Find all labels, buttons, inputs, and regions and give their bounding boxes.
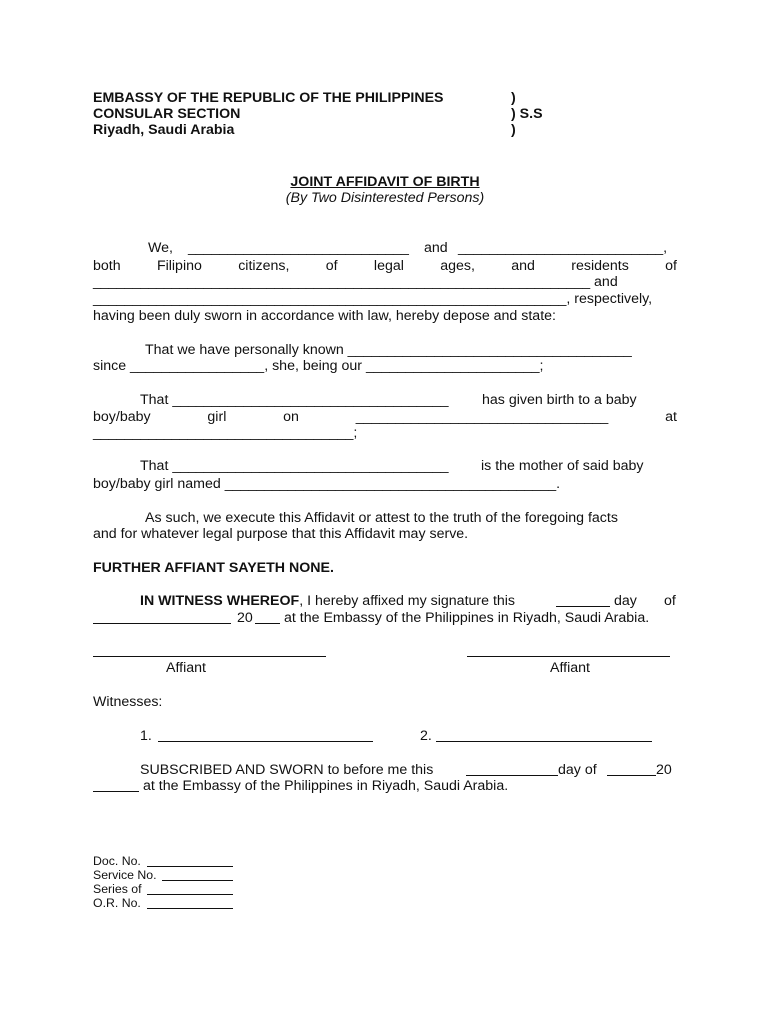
day-label: day	[614, 593, 637, 609]
further-affiant: FURTHER AFFIANT SAYETH NONE.	[93, 560, 334, 576]
paren-bottom: )	[511, 122, 516, 138]
subscribed-location: at the Embassy of the Philippines in Riyadh, Saudi Arabia.	[143, 778, 509, 794]
word: ages,	[440, 258, 475, 274]
execute-line2: and for whatever legal purpose that this Affidavit may serve.	[93, 526, 469, 542]
subscribed-year-blank	[93, 791, 139, 792]
mother-line: That ___________________________________	[140, 458, 449, 474]
word: and	[511, 258, 535, 274]
document-subtitle: (By Two Disinterested Persons)	[285, 190, 485, 206]
baby-name-line: boy/baby girl named __________________________________________.	[93, 476, 561, 492]
word: legal	[373, 258, 404, 274]
subscribed-text: SUBSCRIBED AND SWORN to before me this	[140, 762, 434, 778]
para3-line2	[93, 409, 677, 426]
embassy-name: EMBASSY OF THE REPUBLIC OF THE PHILIPPINES	[93, 90, 444, 106]
service-no-label: Service No.	[93, 868, 157, 882]
witness1-number: 1.	[140, 728, 152, 744]
we-label: We,	[148, 240, 173, 256]
and-label: and	[424, 240, 448, 256]
year-blank	[255, 623, 280, 624]
known-line: That we have personally known ____________________________________	[145, 342, 632, 358]
subscribed-year-prefix: 20	[656, 762, 672, 778]
residence2-blank: ____________________________________________________________, respectively,	[93, 291, 653, 307]
word: citizens,	[238, 258, 290, 274]
since-line: since _________________, she, being our ______________________;	[93, 358, 544, 374]
witness1-signature-line	[158, 741, 373, 742]
subscribed-month-blank	[607, 775, 656, 776]
residence1-blank: _______________________________________________________________ and	[93, 274, 618, 290]
affiant2-signature-line	[467, 656, 670, 657]
affiant1-name-blank: ____________________________	[188, 240, 409, 256]
para1-line2	[93, 258, 677, 275]
affiant2-label: Affiant	[550, 660, 590, 676]
word: of	[665, 258, 677, 274]
witness2-signature-line	[436, 741, 652, 742]
affiant1-label: Affiant	[166, 660, 206, 676]
mother-name-line: That ___________________________________	[140, 392, 449, 408]
or-no-label: O.R. No.	[93, 896, 141, 910]
affiant1-signature-line	[93, 656, 326, 657]
series-of-blank	[147, 894, 233, 895]
execute-line1: As such, we execute this Affidavit or attest to the truth of the foregoing facts	[145, 510, 618, 526]
given-birth-text: has given birth to a baby	[482, 392, 637, 408]
subscribed-day-blank	[466, 775, 558, 776]
word: Filipino	[156, 258, 202, 274]
word: on	[283, 409, 299, 425]
affiant2-name-blank: __________________________,	[458, 240, 668, 256]
word: girl	[207, 409, 227, 425]
witnesses-label: Witnesses:	[93, 694, 163, 710]
witness2-number: 2.	[420, 728, 432, 744]
word: at	[665, 409, 677, 425]
location: Riyadh, Saudi Arabia	[93, 122, 235, 138]
word: boy/baby	[93, 409, 151, 425]
day-of-label: day of	[558, 762, 597, 778]
paren-top: )	[511, 90, 516, 106]
consular-section: CONSULAR SECTION	[93, 106, 241, 122]
mother-text: is the mother of said baby	[481, 458, 644, 474]
word: both	[93, 258, 121, 274]
witness-whereof-line	[140, 593, 515, 610]
of-label: of	[664, 593, 676, 609]
birth-date-blank: ________________________________	[355, 409, 609, 425]
or-no-blank	[147, 908, 233, 909]
month-blank	[93, 623, 231, 624]
service-no-blank	[162, 880, 233, 881]
birth-place-blank: _________________________________;	[93, 425, 358, 441]
doc-no-blank	[147, 866, 233, 867]
sworn-statement: having been duly sworn in accordance with law, hereby depose and state:	[93, 308, 556, 324]
embassy-location-line: at the Embassy of the Philippines in Riyadh, Saudi Arabia.	[284, 610, 650, 626]
word: residents	[571, 258, 629, 274]
year-prefix: 20	[237, 610, 253, 626]
day-blank	[556, 606, 610, 607]
ss-mark: ) S.S	[511, 106, 543, 122]
word: of	[325, 258, 338, 274]
document-title: JOINT AFFIDAVIT OF BIRTH	[290, 174, 480, 190]
series-of-label: Series of	[93, 882, 142, 896]
witness-whereof-bold: IN WITNESS WHEREOF	[140, 593, 300, 609]
witness-whereof-rest: , I hereby affixed my signature this	[299, 593, 516, 609]
doc-no-label: Doc. No.	[93, 854, 141, 868]
